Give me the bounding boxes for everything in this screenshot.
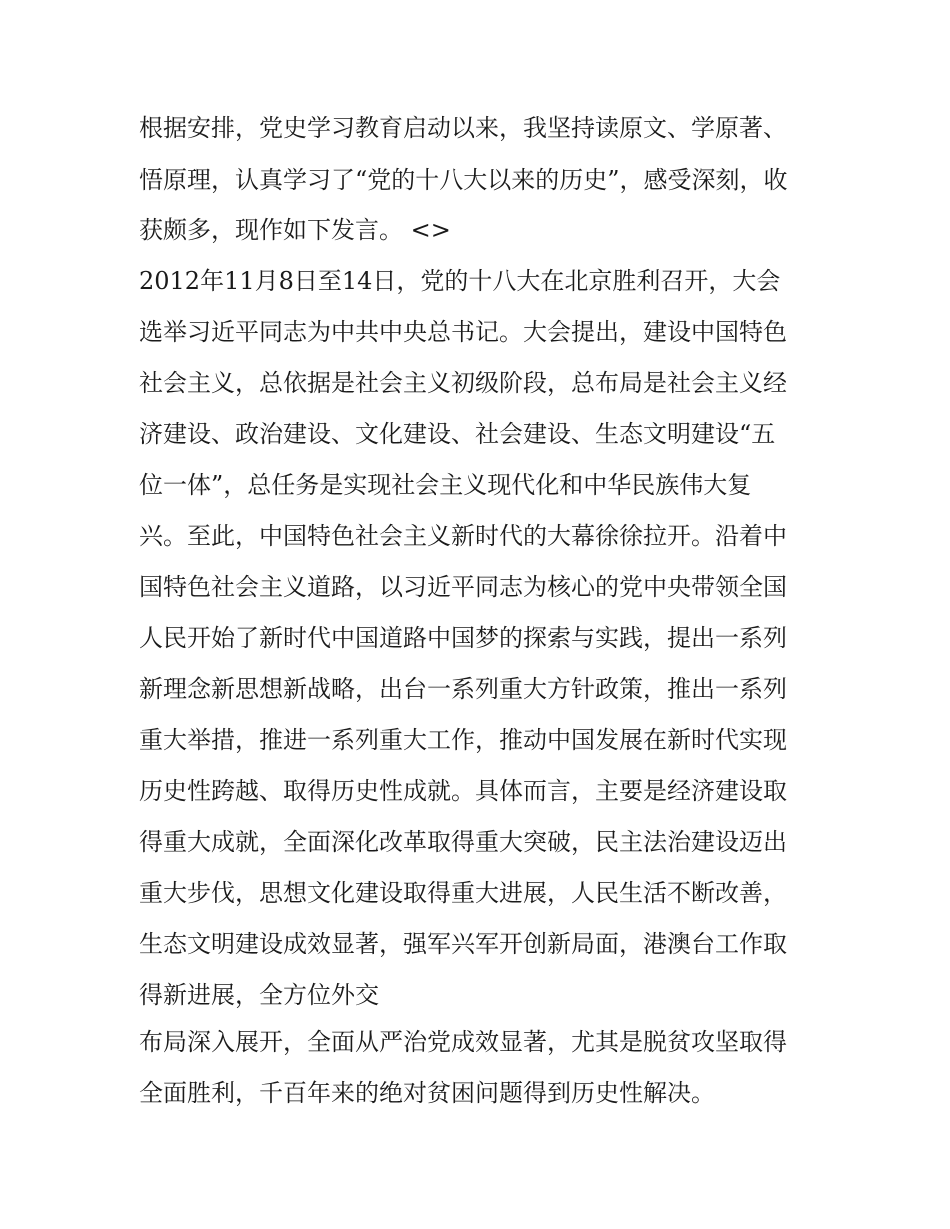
text-line: 人民开始了新时代中国道路中国梦的探索与实践，提出一系列 <box>139 624 787 652</box>
text-line: 布局深入展开，全面从严治党成效显著，尤其是脱贫攻坚取得 <box>139 1028 787 1056</box>
text-line: 生态文明建设成效显著，强军兴军开创新局面，港澳台工作取 <box>139 930 787 958</box>
text-line: 得重大成就，全面深化改革取得重大突破，民主法治建设迈出 <box>139 828 787 856</box>
text-line: 历史性跨越、取得历史性成就。具体而言，主要是经济建设取 <box>139 777 787 805</box>
text-line: 全面胜利，千百年来的绝对贫困问题得到历史性解决。 <box>139 1079 715 1107</box>
text-line: 选举习近平同志为中共中央总书记。大会提出，建设中国特色 <box>139 318 787 346</box>
text-line: 济建设、政治建设、文化建设、社会建设、生态文明建设“五 <box>139 420 776 448</box>
text-line: 国特色社会主义道路，以习近平同志为核心的党中央带领全国 <box>139 573 787 601</box>
text-line: 重大举措，推进一系列重大工作，推动中国发展在新时代实现 <box>139 726 787 754</box>
text-line: 得新进展，全方位外交 <box>139 981 379 1009</box>
text-line: 兴。至此，中国特色社会主义新时代的大幕徐徐拉开。沿着中 <box>139 522 787 550</box>
text-line: 悟原理，认真学习了“党的十八大以来的历史”，感受深刻，收 <box>139 166 788 194</box>
text-line: 2012年11月8日至14日，党的十八大在北京胜利召开，大会 <box>139 267 781 295</box>
text-line: 社会主义，总依据是社会主义初级阶段，总布局是社会主义经 <box>139 369 787 397</box>
text-line: 获颇多，现作如下发言。 <> <box>139 216 451 244</box>
text-line: 根据安排，党史学习教育启动以来，我坚持读原文、学原著、 <box>139 114 787 142</box>
text-line: 重大步伐，思想文化建设取得重大进展，人民生活不断改善， <box>139 879 787 907</box>
text-line: 位一体”，总任务是实现社会主义现代化和中华民族伟大复 <box>139 471 752 499</box>
text-line: 新理念新思想新战略，出台一系列重大方针政策，推出一系列 <box>139 675 787 703</box>
